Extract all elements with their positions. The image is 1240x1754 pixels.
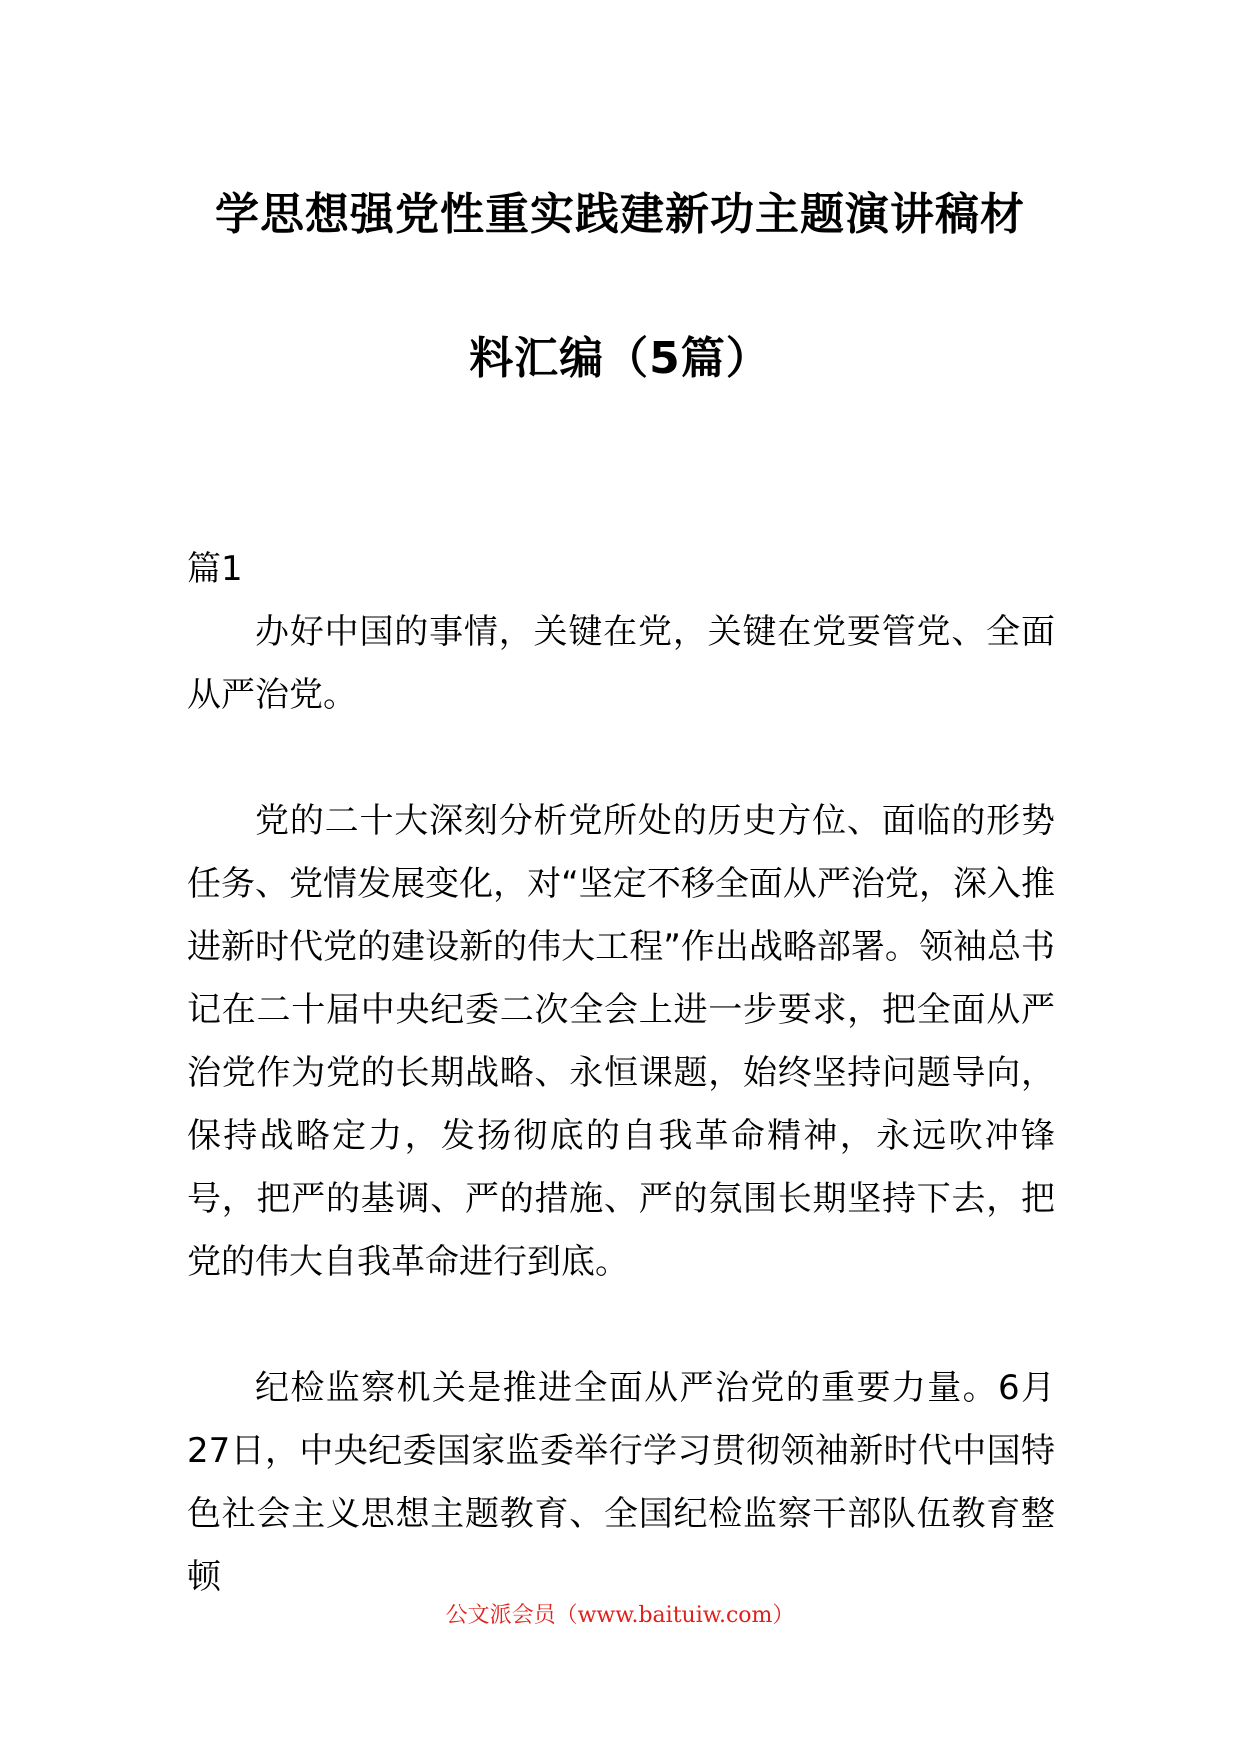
paragraph-1: 办好中国的事情，关键在党，关键在党要管党、全面从严治党。 xyxy=(187,612,1055,715)
paragraph-3: 纪检监察机关是推进全面从严治党的重要力量。6月27日，中央纪委国家监委举行学习贯彻领袖新时代中国特色社会主义思想主题教育、全国纪检监察干部队伍教育整顿 xyxy=(187,1368,1055,1597)
document-title-line-1: 学思想强党性重实践建新功主题演讲稿材 xyxy=(215,189,1025,240)
paragraph-2: 党的二十大深刻分析党所处的历史方位、面临的形势任务、党情发展变化，对“坚定不移全面从严治党，深入推进新时代党的建设新的伟大工程”作出战略部署。领袖总书记在二十届中央纪委二次全会上进一步要求，把全面从严治党作为党的长期战略、永恒课题，始终坚持问题导向，保持战略定力，发扬彻底的自我革命精神，永远吹冲锋号，把严的基调、严的措施、严的氛围长期坚持下去，把党的伟大自我革命进行到底。 xyxy=(187,801,1055,1282)
section-label: 篇1 xyxy=(187,549,243,589)
document-body xyxy=(187,538,1055,1609)
document-title-line-2: 料汇编（5篇） xyxy=(469,333,771,384)
footer-watermark: 公文派会员（www.baituiw.com） xyxy=(445,1603,795,1628)
